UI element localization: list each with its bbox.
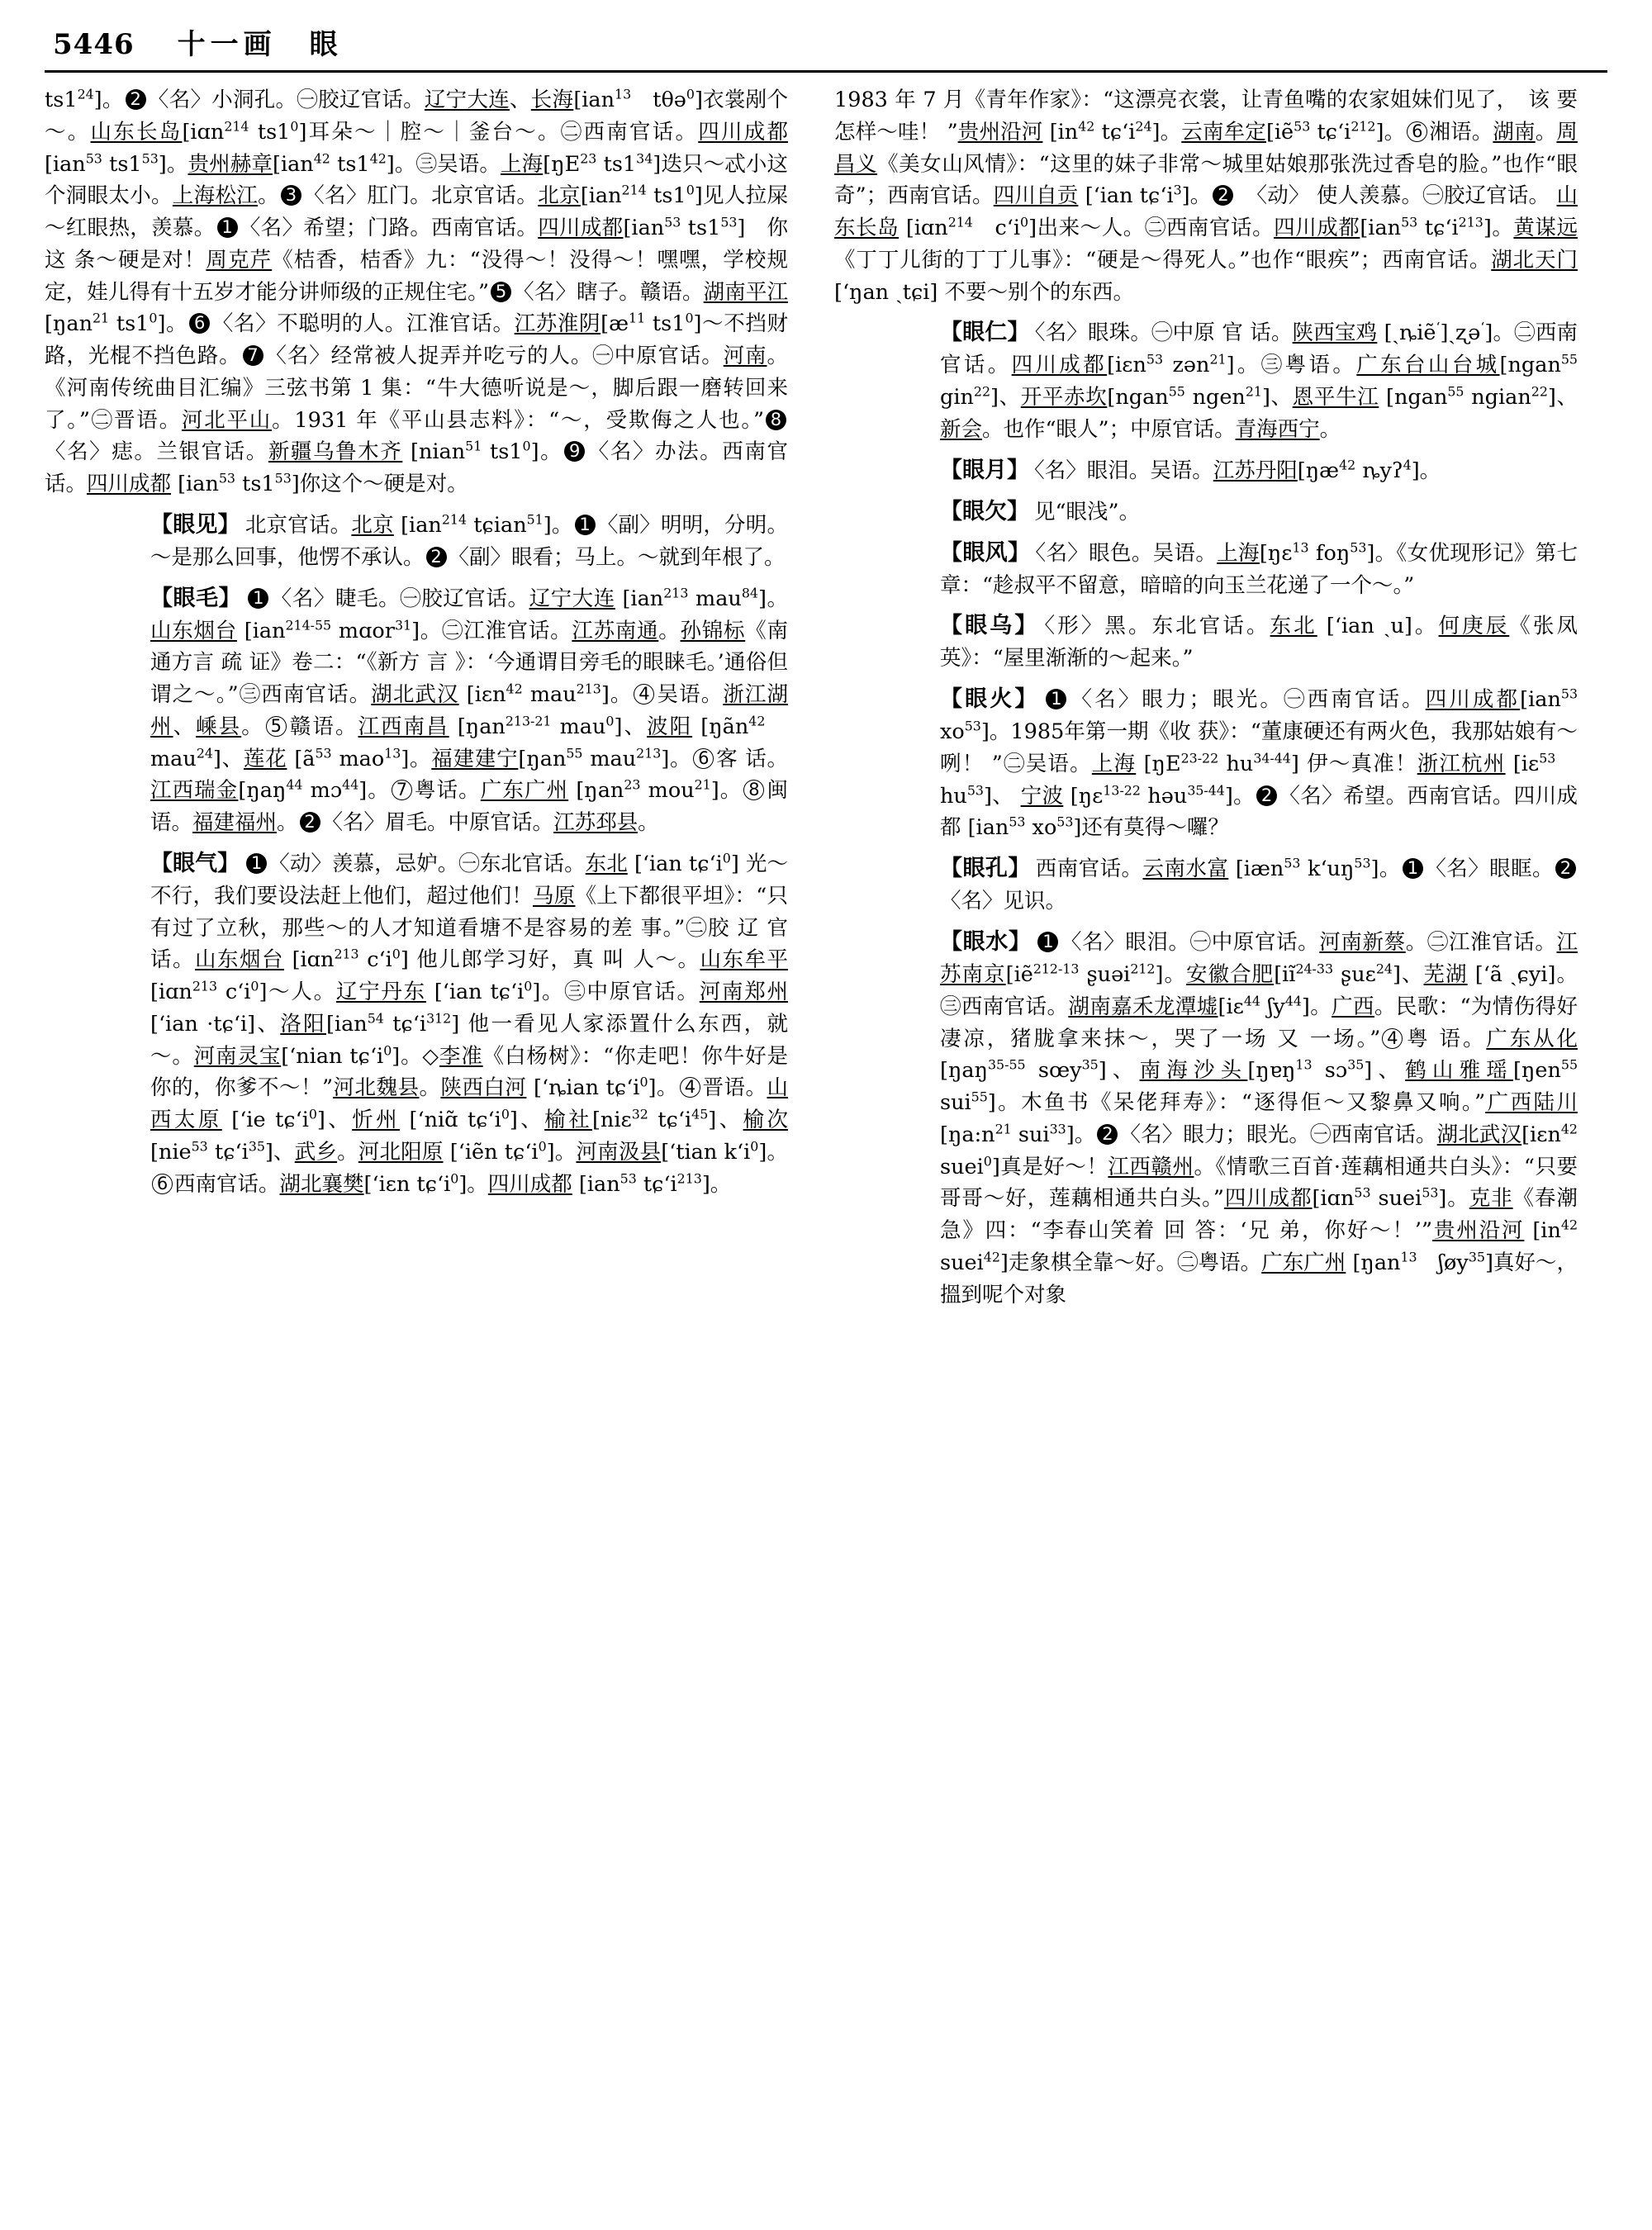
entry-headword: 【眼仁】 [940, 320, 1030, 346]
continued-paragraph [834, 84, 1578, 308]
entry-body: 1 〈名〉眼力；眼光。㊀西南官话。四川成都[ian$^{53}$ $xo^{53}$]。1985年第一期《收 获》：“董康硬还有两火色，我那姑娘有～咧！ ”㊁吴语。上海 [$ŋE^{23-22}$ $hu^{34-44}$] 伊～真准！浙江杭州 [iɛ$^{53}$ $hu^{53}$]、 宁波 [ŋɛ$^{13-22}$ həu$^{35-44}$]。 2 〈名〉希望。西南官话。四川成都 [ian$^{53}$ $xo^{53}$]还有莫得～囉？ [940, 686, 1578, 841]
dictionary-entry [834, 316, 1578, 445]
entry-body: 〈名〉眼色。吴语。上海[ŋɛ$^{13}$ foŋ$^{53}$]。《女优现形记》第七章：“趁叔平不留意，暗暗的向玉兰花递了一个～。” [940, 539, 1578, 598]
page-header [45, 21, 1607, 62]
dictionary-entry [834, 682, 1578, 844]
dictionary-entry [834, 609, 1578, 675]
entry-headword: 【眼孔】 [940, 856, 1031, 882]
entry-headword: 【眼乌】 [940, 613, 1040, 639]
entry-body: $ts1^{24}$]。 2 〈名〉小洞孔。㊀胶辽官话。辽宁大连、长海[ian$^{13}$ tθə$^0$]衣裳剐个～。山东长岛[iɑn$^{214}$ $ts1^0$]耳朵～｜腔～｜釜台～。㊁西南官话。四川成都[ian$^{53}$ $ts1^{53}$]。贵州赫章[ian$^{42}$ $ts1^{42}$]。㊂吴语。上海[$ŋE^{23}$ $ts1^{34}$]迭只～忒小这个洞眼太小。上海松江。 3 〈名〉肛门。北京官话。北京[ian$^{214}$ $ts1^0$]见人拉屎～红眼热，羡慕。 1 〈名〉希望；门路。西南官话。四川成都[ian$^{53}$ $ts1^{53}$] 你 这 条～硬是对！周克芹《桔香，桔香》九：“没得～！没得～！嘿嘿，学校规定，娃儿得有十五岁才能分讲师级的正规住宅。” 5 〈名〉瞎子。赣语。湖南平江[ŋan$^{21}$ $ts1^0$]。 6 〈名〉不聪明的人。江淮官话。江苏淮阴[$æ^{11}$ $ts1^0]\sim$不挡财路，光棍不挡色路。 7 〈名〉经常被人捉弄并吃亏的人。㊀中原官话。河南。《河南传统曲目汇编》三弦书第 1 集：“牛大德听说是～，脚后跟一磨转回来了。”㊁晋语。河北平山。1931 年《平山县志料》：“～，受欺侮之人也。” 8〈名〉痣。兰银官话。新疆乌鲁木齐 [nian$^{51}$ $ts1^0$]。 9 〈名〉办法。西南官话。四川成都 [ian$^{53}$ $ts1^{53}$]你这个～硬是对。 [45, 86, 788, 496]
text-column-left [45, 84, 788, 2199]
entry-body: 1 〈名〉睫毛。㊀胶辽官话。辽宁大连 [ian$^{213}$ mau$^{84}$]。山东烟台 [ian$^{214-55}$ mɑor$^{31}$]。㊁江淮官话。江苏南通。孙锦标《南通方言 疏 证》卷二：“《新方 言 》：‘今通谓目旁毛的眼睐毛。’通俗但谓之～。”㊂西南官话。湖北武汉 [iɛn$^{42}$ mau$^{213}$]。 4 吴语。浙江湖州、嵊县。 5 赣语。江西南昌 [ŋan$^{213-21}$ mau$^0$]、波阳 [ŋãn$^{42}$ mau$^{24}$]、莲花 [$ã^{53}$ mao$^{13}$]。福建建宁[ŋan$^{55}$ mau$^{213}$]。 6 客 话。江西瑞金[ŋaŋ$^{44}$ mɔ$^{44}$]。 7 粤话。广东广州 [ŋan$^{23}$ mou$^{21}$]。 8 闽语。福建福州。 2 〈名〉眉毛。中原官话。江苏邳县。 [150, 585, 788, 836]
running-head: 十一画 眼 [177, 28, 343, 61]
entry-body: 〈名〉眼泪。吴语。江苏丹阳[$ŋæ^{42}$ ȵyʔ$^4$]。 [1034, 457, 1441, 483]
dictionary-entry [834, 495, 1578, 529]
header-rule [45, 70, 1607, 73]
entry-body: 〈名〉眼珠。㊀中原 官 话。陕西宝鸡 [ˏȵiẽ$^ʻ$]ˏʐə$^ʻ$]。㊁西南官话。四川成都[iɛn$^{53}$ zən$^{21}$]。㊂粤语。广东台山台城[ngan$^{55}$ gin$^{22}$]、开平赤坎[ngan$^{55}$ ngen$^{21}$]、恩平牛江 [ngan$^{55}$ ngian$^{22}$]、新会。也作“眼人”；中原官话。青海西宁。 [940, 319, 1578, 442]
entry-body: 1 〈动〉羡慕，忌妒。㊀东北官话。东北 [ʻian tɕʻi$^0$] 光～不行，我们要设法赶上他们，超过他们！马原《上下都很平坦》：“只有过了立秋，那些～的人才知道看塘不是容易的差 事。”㊁胶 辽 官 话。山东烟台 [iɑn$^{213}$ cʻi$^0$] 他儿郎学习好，真 叫 人～。山东牟平[iɑn$^{213}$ cʻi$^0$]～人。辽宁丹东 [ʻian tɕʻi$^0$]。㊂中原官话。河南郑州 [ʻian ·tɕʻi]、洛阳[ian$^{54}$ tɕʻi$^{312}$] 他一看见人家添置什么东西，就～。河南灵宝[ʻnian tɕʻi$^0$]。◇李准《白杨树》：“你走吧！你牛好是你的，你爹不～！”河北魏县。陕西白河 [ʻȵian tɕʻi$^0$]。 4 晋语。山西太原 [ʻie tɕʻi$^0$]、忻州 [ʻniɑ̃ tɕʻi$^0$]、榆社[niɛ$^{32}$ tɕʻi$^{45}$]、榆次 [nie$^{53}$ tɕʻi$^{35}$]、武乡。河北阳原 [ʻiẽn tɕʻi$^0$]。河南汲县[ʻtian kʻi$^0$]。6 西南官话。湖北襄樊[ʻiɛn tɕʻi$^0$]。四川成都 [ian$^{53}$ tɕʻi$^{213}$]。 [150, 850, 788, 1197]
page-number: 5446 [53, 28, 135, 61]
column-container [45, 84, 1607, 2199]
dictionary-entry [834, 536, 1578, 602]
entry-headword: 【眼火】 [940, 686, 1040, 713]
entry-headword: 【眼欠】 [940, 498, 1029, 524]
text-column-right [834, 84, 1578, 2199]
entry-headword: 【眼毛】 [150, 585, 242, 611]
dictionary-entry [834, 852, 1578, 918]
entry-headword: 【眼气】 [150, 850, 240, 876]
entry-headword: 【眼月】 [940, 457, 1029, 483]
dictionary-entry [834, 925, 1578, 1311]
continued-paragraph [45, 84, 788, 501]
dictionary-entry [45, 508, 788, 574]
entry-body: 北京官话。北京 [ian$^{214}$ tɕian$^{51}$]。 1 〈副〉明明，分明。～是那么回事，他愣不承认。 2 〈副〉眼看；马上。～就到年根了。 [150, 511, 788, 570]
entry-headword: 【眼见】 [150, 511, 240, 538]
dictionary-entry [834, 453, 1578, 487]
entry-body: 西南官话。云南水富 [iæn$^{53}$ kʻuŋ$^{53}$]。 1 〈名〉眼眶。 2〈名〉见识。 [940, 856, 1578, 913]
entry-headword: 【眼风】 [940, 539, 1031, 566]
entry-headword: 【眼水】 [940, 928, 1032, 955]
dictionary-entry [45, 847, 788, 1201]
entry-body: 1983 年 7 月《青年作家》：“这漂亮衣裳，让青鱼嘴的农家姐妹们见了， 该 要 怎样～哇！ ”贵州沿河 [$in^{42}$ tɕʻi$^{24}$]。云南牟定[iẽ$^{53}$ tɕʻi$^{212}$]。 6 湘语。湖南。周昌义《美女山风情》：“这里的妹子非常～城里姑娘那张洗过香皂的脸。”也作“眼奇”；西南官话。四川自贡 [ʻian tɕʻi$^3$]。 2 〈动〉 使人羡慕。㊀胶辽官话。 山东长岛 [iɑn$^{214}$ cʻi$^0$]出来～人。㊁西南官话。四川成都[ian$^{53}$ tɕʻi$^{213}$]。黄谋远《丁丁儿街的丁丁儿事》：“硬是～得死人。”也作“眼疾”；西南官话。湖北天门 [ʻŋan ˏtɕi] 不要～别个的东西。 [834, 88, 1578, 305]
entry-body: 1 〈名〉眼泪。㊀中原官话。河南新蔡。㊁江淮官话。江苏南京[iẽ$^{212-13}$ ʂuəi$^{212}$]。安徽合肥[$iĩ^{24-33}$ ʂuɛ$^{24}$]、芜湖 [ʻã ˏɕyi]。㊂西南官话。湖南嘉禾龙潭墟[iɛ$^{44}$ ʃy$^{44}$]。广西。民歌：“为情伤得好凄凉，猪胧拿来抹～，哭了一场 又 一场。” 4 粤 语。广东从化[ŋaŋ$^{35-55}$ sœy$^{35}$]、南海沙头[ŋɐŋ$^{13}$ sɔ$^{35}$]、鹤山雅瑶[ŋen$^{55}$ sui$^{55}$]。木鱼书《呆佬拜寿》：“逐得佢～又黎鼻又响。”广西陆川[$ŋa:n^{21}$ sui$^{33}$]。 2 〈名〉眼力；眼光。㊀西南官话。湖北武汉[iɛn$^{42}$ suei$^0$]真是好～！江西赣州。《情歌三百首·莲藕相通共白头》：“只要哥哥～好，莲藕相通共白头。”四川成都[iɑn$^{53}$ suei$^{53}$]。克非《春潮急》四：“李春山笑着 回 答：‘兄 弟，你好～！’”贵州沿河 [$in^{42}$ suei$^{42}$]走象棋全靠～好。㊁粤语。广东广州 [ŋan$^{13}$ ʃøy$^{35}$]真好～，搵到呢个对象 [940, 929, 1578, 1307]
entry-body: 〈形〉黑。东北官话。东北 [ʻian ˏu]。何庚辰《张凤英》：“屋里渐渐的～起来。” [940, 614, 1578, 671]
entry-body: 见“眼浅”。 [1034, 499, 1141, 524]
dictionary-entry [45, 581, 788, 839]
